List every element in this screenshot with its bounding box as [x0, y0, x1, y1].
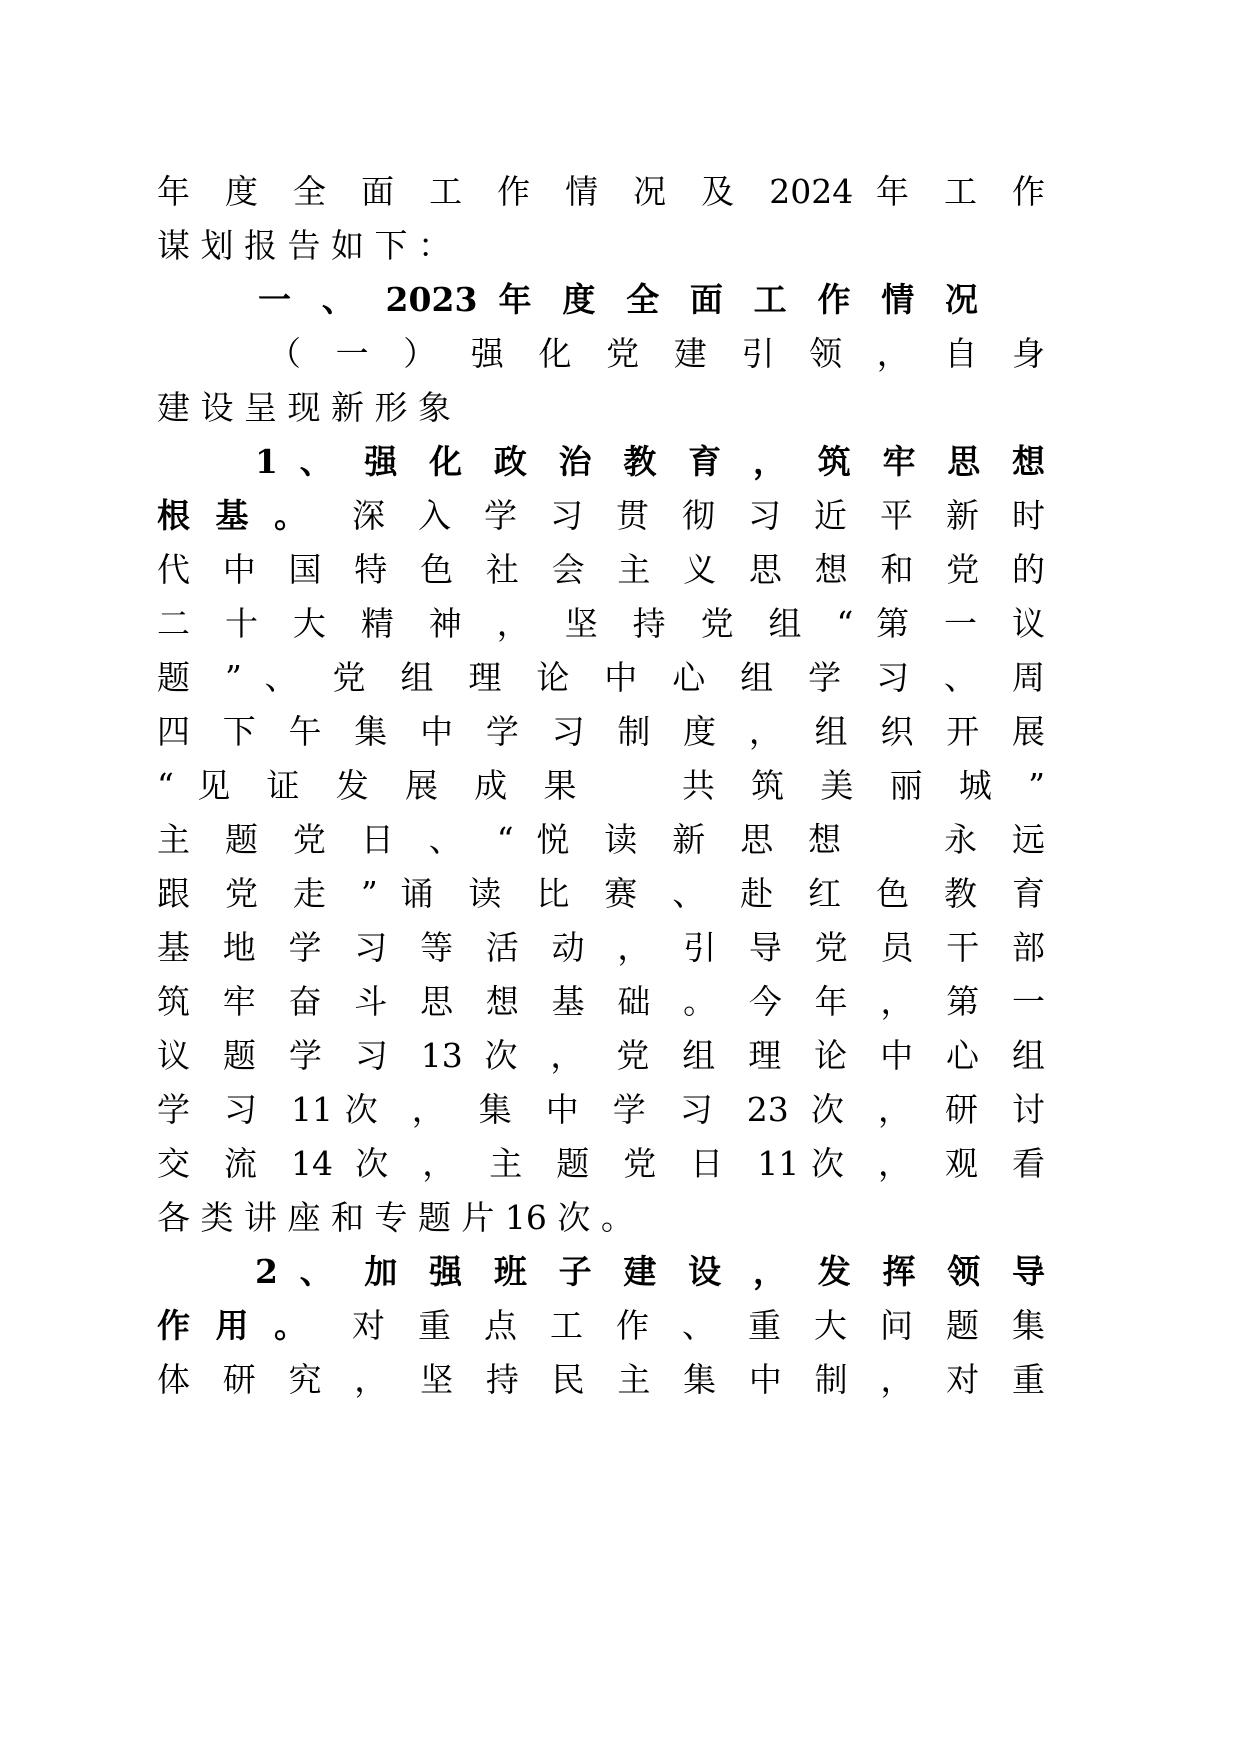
subsection-heading: 建 设 呈 现 新 形 象	[157, 388, 451, 427]
body-text-line: 体 研 究 ， 坚 持 民 主 集 中 制 ， 对 重	[157, 1360, 1045, 1399]
body-text-line: 基 地 学 习 等 活 动 ， 引 导 党 员 干 部	[157, 928, 1045, 967]
subsection-heading: （ 一 ） 强 化 党 建 引 领 ， 自 身	[268, 334, 1045, 373]
body-text-line: 筑 牢 奋 斗 思 想 基 础 。 今 年 ， 第 一	[157, 982, 1045, 1021]
body-text-line: 学 习 11次 ， 集 中 学 习 23 次 ， 研 讨	[157, 1090, 1045, 1129]
body-text-line: 二 十 大 精 神 ， 坚 持 党 组 “ 第 一 议	[157, 604, 1045, 643]
item-heading: 作 用 。	[157, 1306, 307, 1345]
body-text-line: 议 题 学 习 13 次 ， 党 组 理 论 中 心 组	[157, 1036, 1045, 1075]
item-heading: 2 、 加 强 班 子 建 设 ， 发 挥 领 导	[255, 1252, 1045, 1291]
body-text-line: 年 度 全 面 工 作 情 况 及 2024 年 工 作	[157, 172, 1045, 211]
body-text-line: 深 入 学 习 贯 彻 习 近 平 新 时	[352, 496, 1045, 535]
body-text-line: 四 下 午 集 中 学 习 制 度 ， 组 织 开 展	[157, 712, 1045, 751]
body-text-line: 代 中 国 特 色 社 会 主 义 思 想 和 党 的	[157, 550, 1045, 589]
section-heading: 一 、 2023 年 度 全 面 工 作 情 况	[258, 280, 978, 319]
item-heading: 根 基 。	[157, 496, 307, 535]
body-text-line: 谋 划 报 告 如 下 ：	[157, 226, 451, 265]
item-heading: 1 、 强 化 政 治 教 育 ， 筑 牢 思 想	[255, 442, 1045, 481]
body-text-line: 题 ” 、 党 组 理 论 中 心 组 学 习 、 周	[157, 658, 1045, 697]
body-text-line: 对 重 点 工 作 、 重 大 问 题 集	[352, 1306, 1045, 1345]
body-text-line: “ 见 证 发 展 成 果 共 筑 美 丽 城 ”	[157, 766, 1045, 805]
body-text-line: 交 流 14 次 ， 主 题 党 日 11次 ， 观 看	[157, 1144, 1045, 1183]
body-text-line: 跟 党 走 ” 诵 读 比 赛 、 赴 红 色 教 育	[157, 874, 1045, 913]
body-text-line: 主 题 党 日 、 “ 悦 读 新 思 想 永 远	[157, 820, 1045, 859]
body-text-line: 各 类 讲 座 和 专 题 片 16 次 。	[157, 1198, 634, 1237]
